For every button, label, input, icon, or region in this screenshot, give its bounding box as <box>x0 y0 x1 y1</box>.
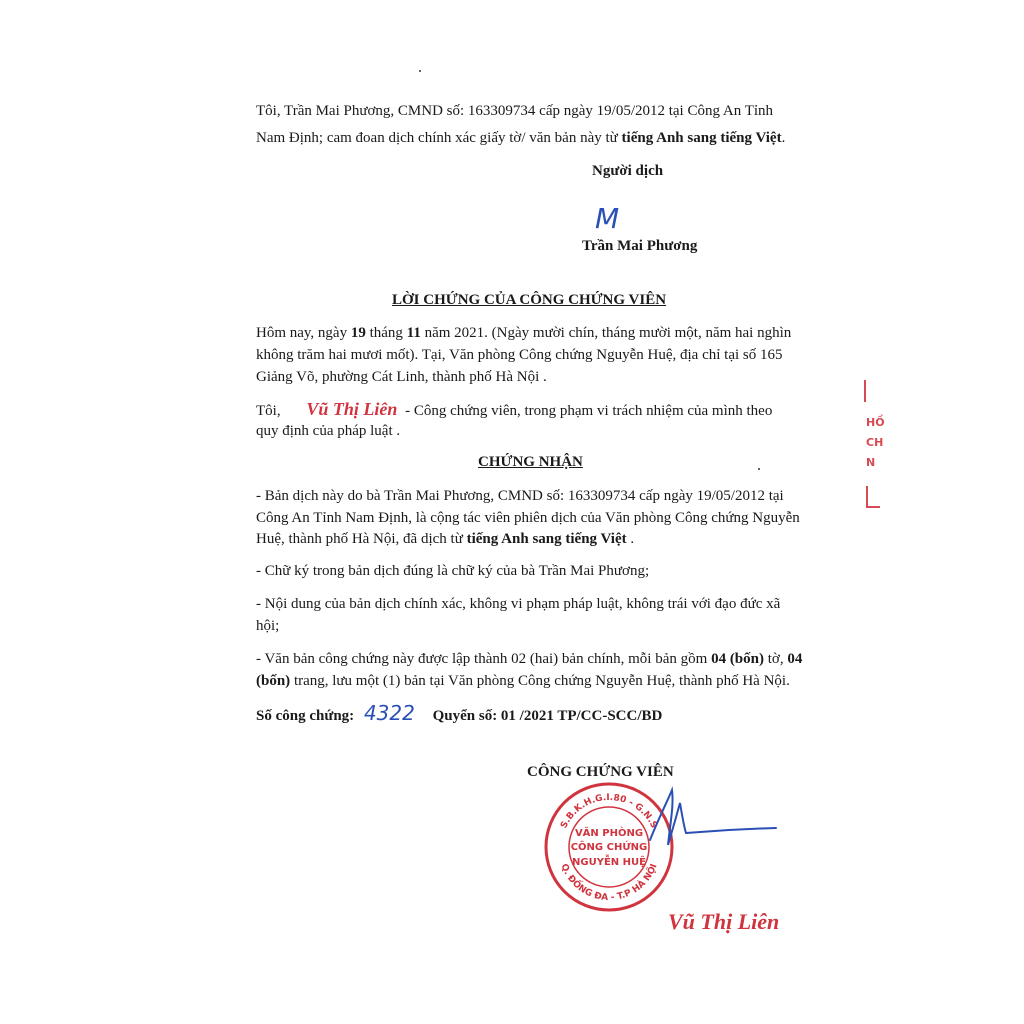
item1-language-pair: tiếng Anh sang tiếng Việt <box>466 531 627 547</box>
certification-title: CHỨNG NHẬN <box>478 454 583 470</box>
edge-stamp-arc <box>866 486 880 508</box>
notary-name-stamp: Vũ Thị Liên <box>306 399 398 419</box>
certification-item2: - Chữ ký trong bản dịch đúng là chữ ký của bà Trần Mai Phương; <box>256 563 650 579</box>
certification-item4-line2 <box>256 672 790 690</box>
p1-text: Hôm nay, ngày <box>256 325 351 341</box>
p1-text: tháng <box>365 325 407 341</box>
p2-text: - Công chứng viên, trong phạm vi trách nhiệm của mình theo <box>405 403 773 419</box>
p1-month: 11 <box>406 325 421 341</box>
notary-statement-p2-line2: quy định của pháp luật . <box>256 423 401 439</box>
edge-stamp-text: N <box>866 456 876 469</box>
p1-day: 19 <box>350 325 366 341</box>
item4-sheet-count: 04 (bốn) <box>711 651 764 667</box>
notary-statement-p1-line3: Giảng Võ, phường Cát Linh, thành phố Hà Nội . <box>256 369 547 385</box>
item1-text: Huệ, thành phố Hà Nội, đã dịch từ <box>256 531 467 547</box>
notary-statement-p1-line2: không trăm hai mươi mốt). Tại, Văn phòng Công chứng Nguyễn Huệ, địa chỉ tại số 165 <box>256 347 783 363</box>
item4-text: trang, lưu một (1) bản tại Văn phòng Công chứng Nguyễn Huệ, thành phố Hà Nội. <box>290 673 790 689</box>
translator-statement-line1: Tôi, Trần Mai Phương, CMND số: 163309734 cấp ngày 19/05/2012 tại Công An Tỉnh <box>256 103 774 119</box>
item4-text: tờ, <box>764 651 788 667</box>
translator-role-label: Người dịch <box>592 163 664 179</box>
seal-bottom-text: Q. ĐỐNG ĐA - T.P HÀ NỘI <box>558 862 660 904</box>
book-number: Quyển số: 01 /2021 TP/CC-SCC/BD <box>432 708 663 724</box>
notary-statement-title: LỜI CHỨNG CỦA CÔNG CHỨNG VIÊN <box>392 292 667 308</box>
edge-stamp-text: HỒ <box>866 416 885 429</box>
item1-text: . <box>626 531 635 547</box>
scan-speck <box>419 70 421 72</box>
certification-item3-line2: hội; <box>256 618 280 634</box>
seal-line2: CÔNG CHỨNG <box>570 842 648 853</box>
statement-period: . <box>781 130 786 146</box>
statement-language-pair: tiếng Anh sang tiếng Việt <box>621 130 782 146</box>
edge-stamp-fragment <box>860 380 884 520</box>
seal-line1: VĂN PHÒNG <box>574 828 644 839</box>
item4-page-count-words: (bốn) <box>256 673 291 689</box>
translator-signature: M <box>595 202 620 235</box>
seal-top-text: S.B.K.H.G.I.80 - G.N.S <box>559 792 659 831</box>
edge-stamp-arc <box>864 380 880 402</box>
certification-item1-line3 <box>256 530 634 548</box>
item4-text: - Văn bản công chứng này được lập thành 02 (hai) bản chính, mỗi bản gồm <box>256 651 712 667</box>
translator-name: Trần Mai Phương <box>582 238 698 254</box>
seal-line3: NGUYỄN HUỆ <box>572 857 646 868</box>
certification-item3-line1: - Nội dung của bản dịch chính xác, không vi phạm pháp luật, không trái với đạo đức xã <box>256 596 781 612</box>
edge-stamp-text: CH <box>866 436 884 449</box>
notary-statement-p2-line1 <box>256 400 772 420</box>
scan-speck <box>758 468 760 470</box>
certification-item4-line1 <box>256 650 802 668</box>
certification-item1-line2: Công An Tỉnh Nam Định, là cộng tác viên phiên dịch của Văn phòng Công chứng Nguyễn <box>256 510 800 526</box>
notary-signature <box>640 785 780 865</box>
notary-statement-p1-line1 <box>256 324 791 342</box>
certification-item1-line1: - Bản dịch này do bà Trần Mai Phương, CMND số: 163309734 cấp ngày 19/05/2012 tại <box>256 488 784 504</box>
statement-text: Nam Định; cam đoan dịch chính xác giấy tờ/ văn bản này từ <box>256 130 622 146</box>
notarization-number-label: Số công chứng: <box>256 708 355 724</box>
notarization-number-value: 4322 <box>363 701 415 725</box>
translator-statement-line2 <box>256 129 785 147</box>
p1-text: năm 2021. (Ngày mười chín, tháng mười một, năm hai nghìn <box>420 325 792 341</box>
notary-role-label: CÔNG CHỨNG VIÊN <box>527 764 674 780</box>
p2-text: Tôi, <box>256 403 281 419</box>
registry-line <box>256 701 663 725</box>
notary-name-stamp-bottom: Vũ Thị Liên <box>668 909 780 934</box>
item4-page-count: 04 <box>787 651 803 667</box>
